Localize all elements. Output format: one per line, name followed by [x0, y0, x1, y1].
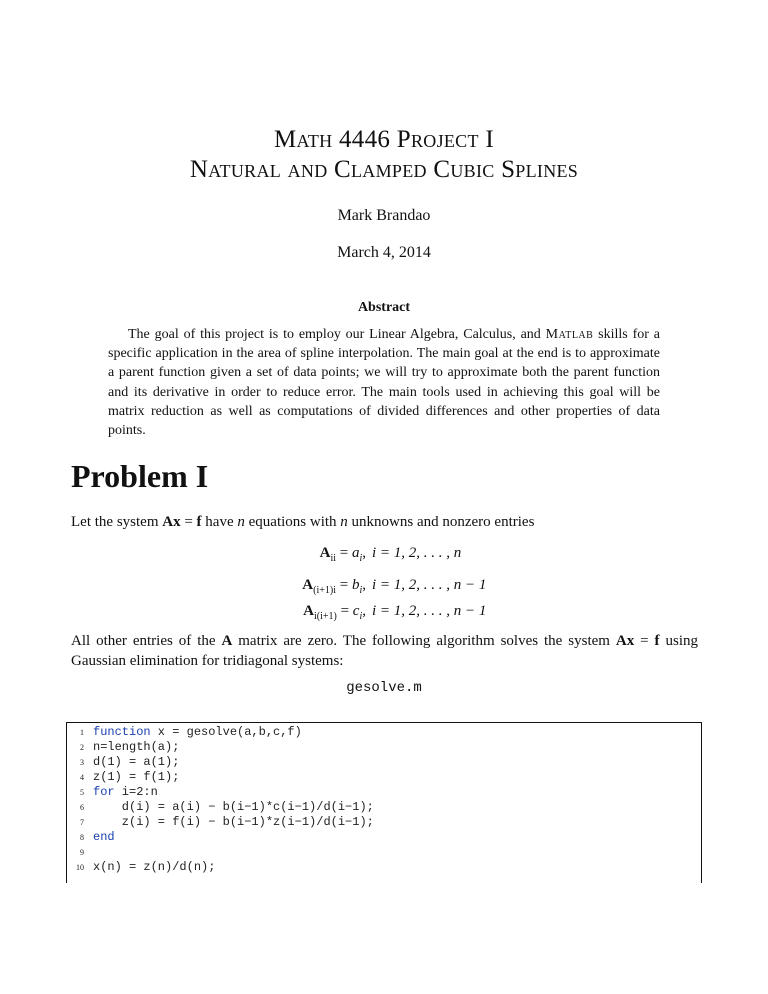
after-text-3: using Gaussian elimination for tridiagonal systems: [71, 633, 698, 669]
line-number: 2 [80, 743, 84, 752]
code-listing [66, 722, 702, 883]
eq2-rhs-sub: i [359, 585, 363, 596]
eq2-rhs: b [351, 577, 360, 593]
eq2-lhs-sub: (i+1)i [313, 585, 336, 596]
title-text-2: Natural and Clamped Cubic Splines [189, 156, 579, 183]
after-paragraph: All other entries of the A matrix are zero. The following algorithm solves the system Ax = f using Gaussian elimination for tridiagonal systems: [71, 633, 698, 669]
intro-paragraph: Let the system Ax = f have n equations with n unknowns and nonzero entries [71, 514, 535, 530]
abstract-heading: Abstract [357, 300, 411, 315]
code-text: z(1) = f(1); [93, 770, 180, 784]
matlab-word: Matlab [545, 327, 594, 342]
code-text: x(n) = z(n)/d(n); [93, 860, 216, 874]
code-text: n=length(a); [93, 740, 180, 754]
code-text: d(1) = a(1); [93, 755, 180, 769]
date: March 4, 2014 [337, 244, 431, 261]
line-number: 1 [80, 728, 84, 737]
intro-text-1: Let the system [71, 514, 163, 530]
line-number: 4 [80, 773, 84, 782]
abstract-body [108, 325, 660, 440]
intro-text-3: equations with [244, 514, 341, 530]
line-number: 3 [80, 758, 84, 767]
eq1-range: i = 1, 2, . . . , n [372, 545, 462, 561]
title-line-2 [0, 156, 768, 184]
line-number: 7 [80, 818, 84, 827]
abstract-text-2: skills for a specific application in the area of spline interpolation. The main goal at the end is to approximate a parent function given a set of data points; we will try to approximate both the parent function and its derivative in order to reduce error. The main tools used in achieving this goal will be matrix reduction as well as computations of divided differences and other properties of data points. [108, 327, 660, 439]
section-heading: Problem I [71, 458, 209, 494]
title-line-1 [0, 126, 768, 154]
after-text-2: matrix are zero. The following algorithm solves the system [232, 633, 616, 649]
abstract-text-1: The goal of this project is to employ our Linear Algebra, Calculus, and [128, 327, 546, 342]
equation-3: $A_{i(i+1)} = c_i$, i = 1, 2, . . . , n − 1 [303, 603, 487, 622]
intro-text-2: have [201, 514, 238, 530]
intro-text-4: unknowns and nonzero entries [347, 514, 535, 530]
line-number: 9 [80, 848, 84, 857]
code-keyword: for [93, 785, 115, 799]
eq1-lhs-sub: ii [330, 553, 336, 564]
code-keyword: function [93, 725, 151, 739]
equation-1: $A_{ii} = a_i$, i = 1, 2, . . . , n [319, 545, 462, 564]
eq1-rhs-sub: i [359, 553, 363, 564]
eq1-rhs: a [351, 545, 360, 561]
line-number: 5 [80, 788, 84, 797]
code-text: z(i) = f(i) − b(i−1)*z(i−1)/d(i−1); [93, 815, 374, 829]
eq3-lhs-sub: i(i+1) [313, 611, 337, 622]
code-text: d(i) = a(i) − b(i−1)*c(i−1)/d(i−1); [93, 800, 374, 814]
code-keyword: end [93, 830, 115, 844]
title-text-1: Math 4446 Project I [274, 126, 494, 153]
author: Mark Brandao [337, 207, 431, 224]
eq3-rhs: c [352, 603, 360, 619]
equation-2: $A_{(i+1)i} = b_i$, i = 1, 2, . . . , n − 1 [302, 577, 487, 596]
line-number: 8 [80, 833, 84, 842]
eq3-range: i = 1, 2, . . . , n − 1 [372, 603, 487, 619]
eq3-rhs-sub: i [359, 611, 363, 622]
line-number: 6 [80, 803, 84, 812]
line-number: 10 [76, 863, 84, 872]
eq2-range: i = 1, 2, . . . , n − 1 [372, 577, 487, 593]
after-text-1: All other entries of the [71, 633, 222, 649]
code-text: i=2:n [114, 785, 158, 799]
code-text: x = gesolve(a,b,c,f) [150, 725, 302, 739]
code-filename: gesolve.m [346, 680, 422, 696]
